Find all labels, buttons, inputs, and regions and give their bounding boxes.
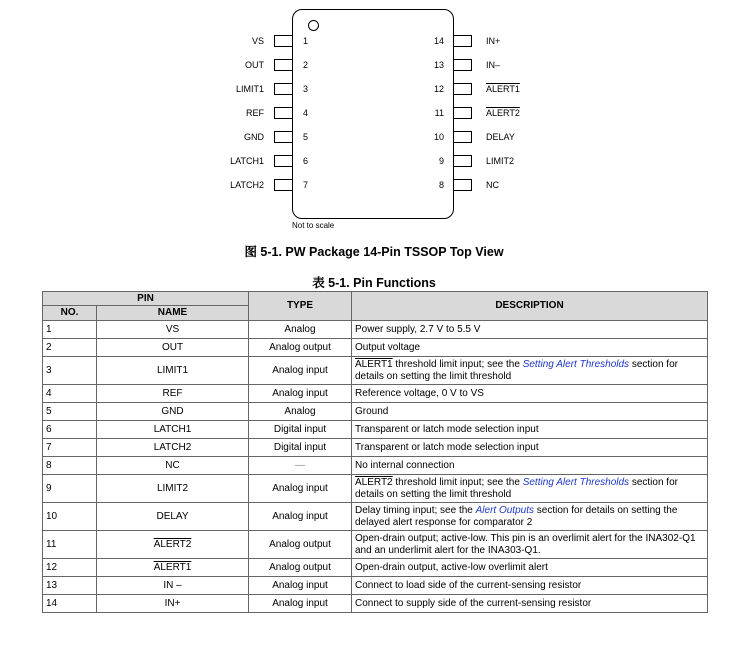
cell-description: Open-drain output; active-low. This pin is an overlimit alert for the INA302-Q1 and an underlimit alert for the INA303-Q1. [352,531,708,559]
cell-no: 13 [43,577,97,595]
desc-text: section for details on setting the limit threshold [355,476,678,500]
pin-name: IN– [486,60,501,70]
cell-description: Output voltage [352,339,708,357]
pin-name: DELAY [486,132,515,142]
pin-9 [0,155,748,169]
cell-type: Analog input [249,577,352,595]
cell-name: ALERT1 [97,559,249,577]
cell-no: 8 [43,457,97,475]
pin-number: 6 [303,156,309,166]
pin-name: LATCH1 [230,156,264,166]
cell-type: Digital input [249,439,352,457]
cell-description: Connect to supply side of the current-sensing resistor [352,595,708,613]
table-row [43,321,708,339]
cell-name: IN – [97,577,249,595]
pin-8 [0,179,748,193]
pin-name: NC [486,180,499,190]
pin-12 [0,83,748,97]
header-type: TYPE [249,292,352,321]
cell-name: LIMIT1 [97,357,249,385]
header-name: NAME [97,306,249,321]
cell-name: GND [97,403,249,421]
header-pin: PIN [43,292,249,306]
table-row [43,403,708,421]
cell-name: VS [97,321,249,339]
pin-number: 8 [438,180,444,190]
cell-name: DELAY [97,503,249,531]
pin-lead [454,107,472,119]
pin-lead [454,83,472,95]
pin-13 [0,59,748,73]
cell-no: 5 [43,403,97,421]
cell-type: Analog input [249,357,352,385]
pin-name: LIMIT1 [235,84,264,94]
table-row [43,357,708,385]
pin-lead [454,131,472,143]
pin-number: 1 [303,36,309,46]
desc-text: section for details on setting the delayed alert response for comparator 2 [355,504,678,528]
pin-number: 7 [303,180,309,190]
cell-type: — [249,457,352,475]
cell-name: REF [97,385,249,403]
pin-number: 9 [438,156,444,166]
cell-name: LATCH2 [97,439,249,457]
pin-name: ALERT1 [486,84,520,94]
cell-type: Analog output [249,559,352,577]
cell-description [352,503,708,531]
cell-name: NC [97,457,249,475]
alert-outputs-link[interactable]: Alert Outputs [475,504,534,516]
cell-description [352,357,708,385]
cell-type: Analog input [249,503,352,531]
pin-lead [454,179,472,191]
pin-number: 5 [303,132,309,142]
pin-name: REF [246,108,264,118]
pin-functions-table [42,291,708,613]
pin-name: OUT [245,60,264,70]
cell-no: 9 [43,475,97,503]
pin-number: 14 [433,36,444,46]
cell-no: 14 [43,595,97,613]
pin-lead [454,35,472,47]
pin-name: LIMIT2 [486,156,515,166]
pin-number: 10 [433,132,444,142]
pin-number: 4 [303,108,309,118]
cell-description: No internal connection [352,457,708,475]
header-no: NO. [43,306,97,321]
cell-type: Analog input [249,385,352,403]
pin-number: 13 [433,60,444,70]
pin-name: VS [251,36,264,46]
cell-description: Open-drain output, active-low overlimit alert [352,559,708,577]
table-row [43,475,708,503]
cell-no: 3 [43,357,97,385]
pin-number: 11 [434,108,444,118]
cell-type: Analog output [249,339,352,357]
cell-type: Analog input [249,475,352,503]
table-row [43,503,708,531]
table-row [43,385,708,403]
cell-name: LATCH1 [97,421,249,439]
cell-no: 1 [43,321,97,339]
cell-description: Transparent or latch mode selection input [352,439,708,457]
cell-name: IN+ [97,595,249,613]
pin-lead [454,155,472,167]
cell-type: Analog output [249,531,352,559]
cell-no: 10 [43,503,97,531]
cell-no: 11 [43,531,97,559]
cell-no: 7 [43,439,97,457]
desc-text: threshold limit input; see the [392,476,523,488]
desc-text: section for details on setting the limit threshold [355,358,678,382]
pin-lead [454,59,472,71]
table-caption: 表 5-1. Pin Functions [312,276,436,290]
cell-type: Analog [249,321,352,339]
cell-type: Analog [249,403,352,421]
pin-name: IN+ [486,36,501,46]
table-row [43,577,708,595]
cell-description [352,475,708,503]
cell-name: OUT [97,339,249,357]
cell-no: 12 [43,559,97,577]
setting-alert-thresholds-link[interactable]: Setting Alert Thresholds [522,358,630,370]
pin1-marker-icon [308,20,319,31]
cell-description: Connect to load side of the current-sensing resistor [352,577,708,595]
cell-description: Transparent or latch mode selection input [352,421,708,439]
desc-text: Delay timing input; see the [355,504,476,516]
cell-no: 2 [43,339,97,357]
pin-11 [0,107,748,121]
desc-text: threshold limit input; see the [392,358,523,370]
cell-description: Ground [352,403,708,421]
pin-14 [0,35,748,49]
table-row [43,439,708,457]
cell-description: Reference voltage, 0 V to VS [352,385,708,403]
cell-description: Power supply, 2.7 V to 5.5 V [352,321,708,339]
cell-no: 6 [43,421,97,439]
pin-name: LATCH2 [230,180,264,190]
pin-number: 3 [303,84,309,94]
table-row [43,559,708,577]
table-row [43,421,708,439]
figure-caption: 图 5-1. PW Package 14-Pin TSSOP Top View [244,245,504,259]
cell-no: 4 [43,385,97,403]
table-row [43,339,708,357]
cell-name: ALERT2 [97,531,249,559]
pin-number: 2 [303,60,309,70]
not-to-scale-note: Not to scale [292,221,335,230]
cell-name: LIMIT2 [97,475,249,503]
pin-name: GND [244,132,264,142]
pin-number: 12 [433,84,444,94]
table-row [43,457,708,475]
alert2-signal: ALERT2 [355,476,393,488]
cell-type: Digital input [249,421,352,439]
setting-alert-thresholds-link[interactable]: Setting Alert Thresholds [522,476,630,488]
table-row [43,595,708,613]
pin-name: ALERT2 [486,108,520,118]
header-description: DESCRIPTION [352,292,708,321]
alert1-signal: ALERT1 [355,358,393,370]
table-row [43,531,708,559]
pin-10 [0,131,748,145]
cell-type: Analog input [249,595,352,613]
